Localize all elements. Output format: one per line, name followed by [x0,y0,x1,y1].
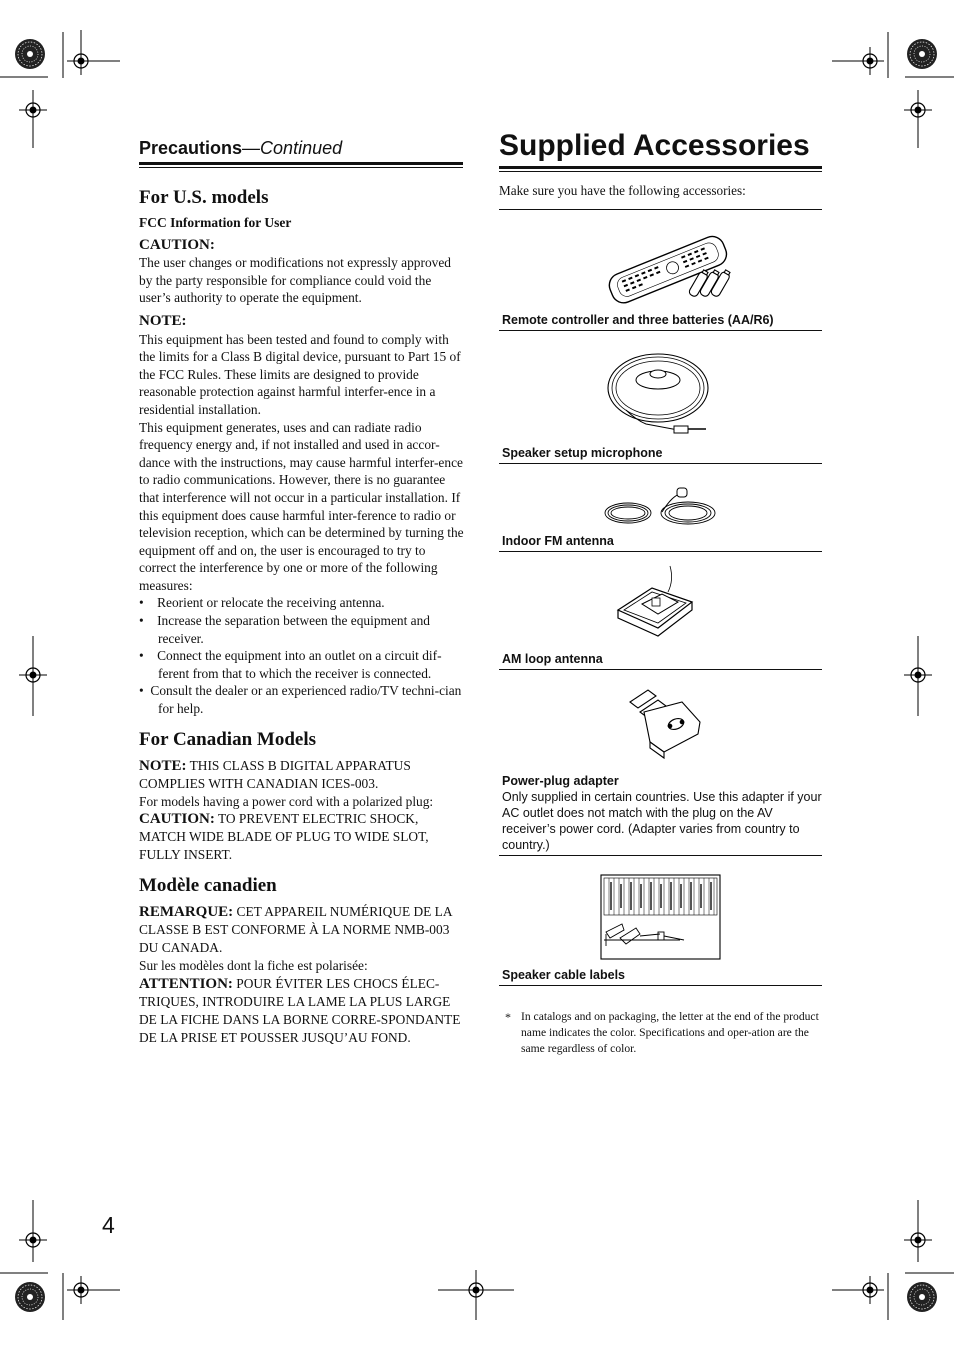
measures-list [139,594,464,717]
canadian-caution: CAUTION: TO PREVENT ELECTRIC SHOCK, MATCH WIDE BLADE OF PLUG TO WIDE SLOT, FULLY INSERT. [139,811,429,863]
intro-rule [499,209,822,210]
caution-text: The user changes or modifications not expressly approved by the party responsible for compliance could void the user’s authority to operate the equipment. [139,255,451,306]
bullet: • [139,613,144,629]
note-text-2: This equipment generates, uses and can radiate radio frequency energy and, if not installed and used in accor-dance with the instructions, may cause harmful interfer-ence to radio communications. However, there is no guarantee that interference will not occur in a particular installation. If this equipment does cause harmful inter-ference to radio or television reception, which can be determined by turning the equipment off and on, the user is encouraged to try to correct the interference by one or more of the following measures: [139,419,464,593]
fm-antenna-label: Indoor FM antenna [502,534,614,548]
item-rule [499,330,822,331]
remarque-text: REMARQUE: CET APPAREIL NUMÉRIQUE DE LA CLASSE B EST CONFORME À LA NORME NMB-003 DU CANADA. [139,904,452,956]
footnote-text: In catalogs and on packaging, the letter at the end of the product name indicates the color. Specifications and oper-ation are the same regardless of color. [521,1010,819,1055]
footnote [505,1009,823,1057]
item-rule [499,855,822,856]
microphone-illustration [606,350,716,436]
precautions-header [139,138,464,159]
power-plug-label: Power-plug adapter [502,774,619,788]
item-rule [499,985,822,986]
canadian-note: NOTE: THIS CLASS B DIGITAL APPARATUS COMPLIES WITH CANADIAN ICES-003. [139,757,411,791]
attention-text: ATTENTION: POUR ÉVITER LES CHOCS ÉLEC-TRIQUES, INTRODUIRE LA LAME LA PLUS LARGE DE LA FICHE DANS LA BORNE CORRE-SPONDANTE DE LA PRISE ET POUSSER JUSQU’AU FOND. [139,975,461,1045]
power-plug-illustration [620,682,704,762]
cable-labels-label: Speaker cable labels [502,968,625,982]
bullet: • [139,648,144,664]
left-column [139,138,464,1047]
microphone-label: Speaker setup microphone [502,446,663,460]
title-rule-thin [499,171,822,172]
modele-heading: Modèle canadien [139,875,277,897]
remote-label: Remote controller and three batteries (AA/R6) [502,313,774,327]
header-rule-thin [139,167,463,168]
list-item: • Reorient or relocate the receiving antenna. [139,595,385,611]
power-plug-description: Only supplied in certain countries. Use this adapter if your AC outlet does not match with the plug on the AV receiver’s power cord. (Adapter varies from country to country.) [502,790,822,852]
remote-controller-illustration [604,228,734,306]
note-text-1: This equipment has been tested and found to comply with the limits for a Class B digital device, pursuant to Part 15 of the FCC Rules. These limits are designed to provide reasonable protection against harmful interfer-ence in a residential installation. [139,331,461,417]
bullet: • [139,683,144,699]
power-plug-block [499,773,822,853]
title-rule [499,166,822,169]
intro-text: Make sure you have the following accessories: [499,183,746,198]
am-antenna-label: AM loop antenna [502,652,603,666]
right-column [499,130,822,210]
caution-label: CAUTION: [139,236,215,253]
precautions-title: Precautions [139,138,243,158]
polarized-text: For models having a power cord with a polarized plug: [139,793,434,809]
precautions-continued: —Continued [242,138,343,158]
header-rule [139,162,463,165]
bullet: • [139,595,144,611]
fiche-text: Sur les modèles dont la fiche est polarisée: [139,958,368,974]
fm-antenna-illustration [602,484,720,530]
footnote-mark: * [505,1010,511,1024]
cable-labels-illustration [600,874,722,962]
item-rule [499,551,822,552]
list-item: • Consult the dealer or an experienced radio/TV techni-cian for help. [139,683,462,717]
page-number: 4 [102,1212,115,1238]
item-rule [499,463,822,464]
us-models-heading: For U.S. models [139,187,269,208]
canadian-heading: For Canadian Models [139,728,317,750]
item-rule [499,669,822,670]
list-item: • Connect the equipment into an outlet on a circuit dif-ferent from that to which the receiver is connected. [139,648,442,681]
fcc-heading: FCC Information for User [139,215,292,230]
am-antenna-illustration [612,562,698,642]
page-title: Supplied Accessories [499,129,810,162]
list-item: • Increase the separation between the equipment and receiver. [139,613,430,646]
note-label: NOTE: [139,312,187,329]
